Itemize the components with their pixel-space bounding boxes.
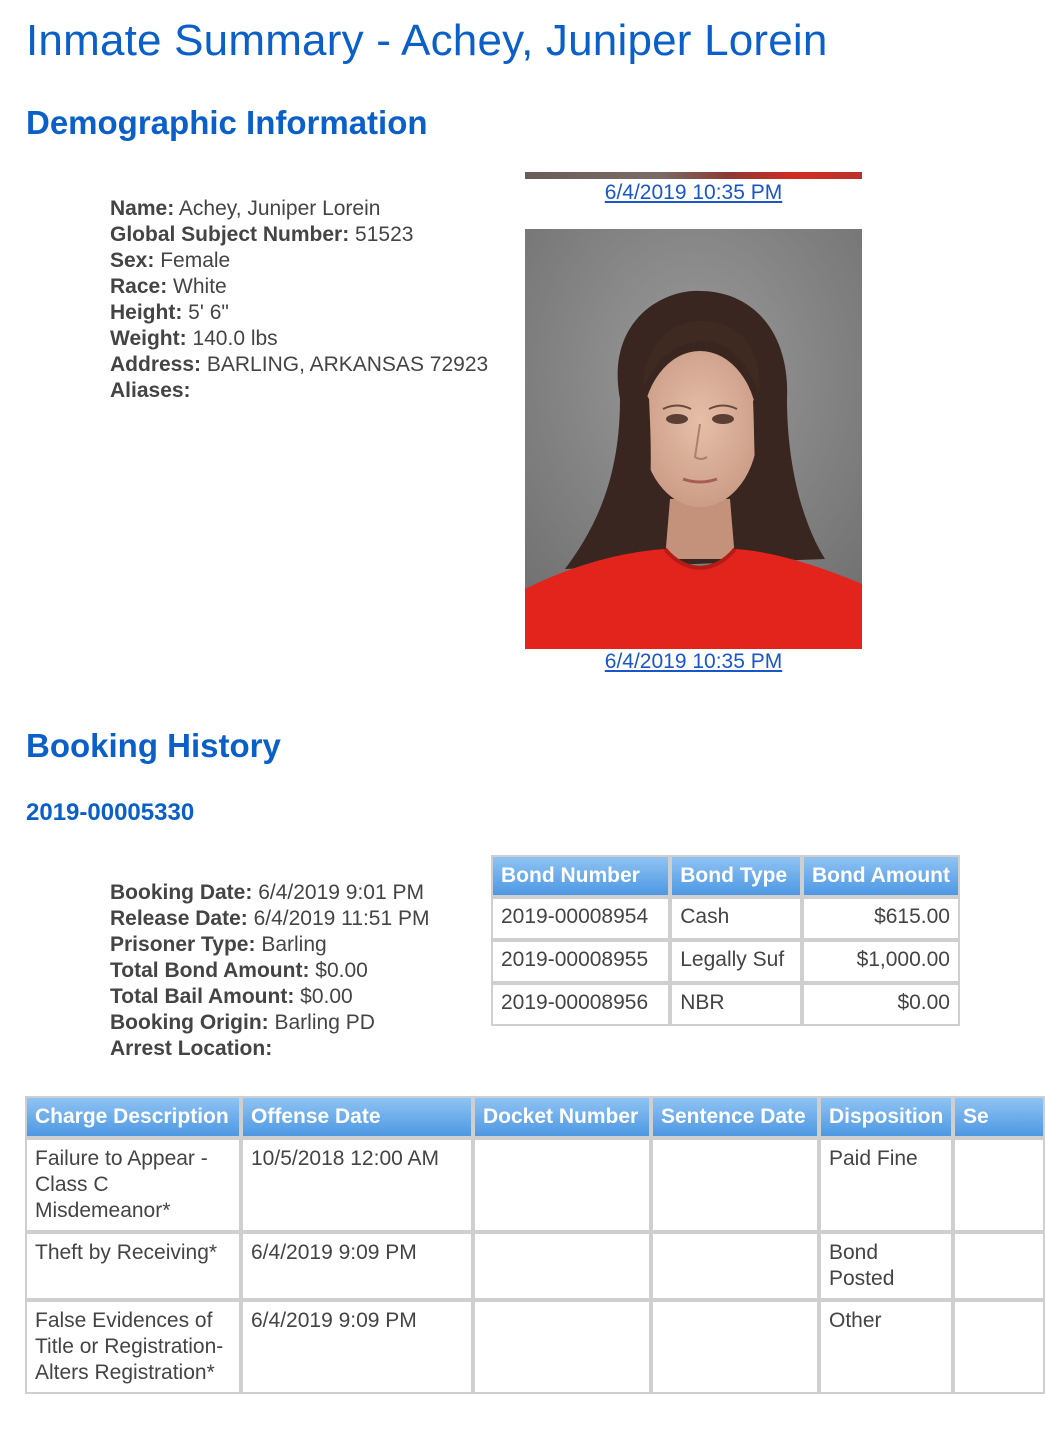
- docket-number-cell: [473, 1300, 651, 1394]
- bond-type-cell: NBR: [670, 983, 802, 1026]
- bond-amount-cell: $0.00: [802, 983, 960, 1026]
- bond-type-header[interactable]: Bond Type: [670, 855, 802, 897]
- charges-table-viewport: [0, 1096, 989, 1436]
- field-global-subject-number: Global Subject Number: 51523: [110, 223, 414, 246]
- docket-number-header[interactable]: Docket Number: [473, 1096, 651, 1138]
- offense-date-cell: 6/4/2019 9:09 PM: [241, 1300, 473, 1394]
- charge-description-cell: Theft by Receiving*: [25, 1232, 241, 1300]
- page-title: Inmate Summary - Achey, Juniper Lorein: [26, 16, 828, 65]
- demographic-fields: [110, 196, 488, 404]
- field-prisoner-type: Prisoner Type: Barling: [110, 933, 327, 956]
- bond-number-cell: 2019-00008955: [491, 940, 670, 983]
- previous-photo-thumbnail[interactable]: [525, 172, 862, 179]
- bond-row: [491, 897, 960, 940]
- field-total-bond-amount: Total Bond Amount: $0.00: [110, 959, 368, 982]
- bond-row: [491, 983, 960, 1026]
- field-weight: Weight: 140.0 lbs: [110, 327, 278, 350]
- docket-number-cell: [473, 1232, 651, 1300]
- field-release-date: Release Date: 6/4/2019 11:51 PM: [110, 907, 430, 930]
- charge-row: [25, 1300, 1045, 1394]
- charge-description-header[interactable]: Charge Description: [25, 1096, 241, 1138]
- field-race: Race: White: [110, 275, 227, 298]
- field-aliases: Aliases:: [110, 379, 191, 402]
- field-arrest-location: Arrest Location:: [110, 1037, 273, 1060]
- sentence-header-clipped[interactable]: Se: [953, 1096, 1045, 1138]
- booking-fields: [110, 880, 430, 1062]
- field-total-bail-amount: Total Bail Amount: $0.00: [110, 985, 353, 1008]
- field-sex: Sex: Female: [110, 249, 231, 272]
- field-address: Address: BARLING, ARKANSAS 72923: [110, 353, 489, 376]
- sentence-cell: [953, 1232, 1045, 1300]
- bond-table-header: [491, 855, 960, 897]
- offense-date-header[interactable]: Offense Date: [241, 1096, 473, 1138]
- bond-amount-header[interactable]: Bond Amount: [802, 855, 960, 897]
- field-name: Name: Achey, Juniper Lorein: [110, 197, 381, 220]
- charge-description-cell: False Evidences of Title or Registration-Alters Registration*: [25, 1300, 241, 1394]
- bond-row: [491, 940, 960, 983]
- sentence-cell: [953, 1300, 1045, 1394]
- charge-description-cell: Failure to Appear - Class C Misdemeanor*: [25, 1138, 241, 1232]
- bond-amount-cell: $615.00: [802, 897, 960, 940]
- disposition-cell: Other: [819, 1300, 953, 1394]
- sentence-date-cell: [651, 1232, 819, 1300]
- bond-number-cell: 2019-00008956: [491, 983, 670, 1026]
- sentence-cell: [953, 1138, 1045, 1232]
- charges-table-header: [25, 1096, 1045, 1138]
- photo-date-link-2[interactable]: 6/4/2019 10:35 PM: [604, 650, 783, 673]
- photo-date-link-1[interactable]: 6/4/2019 10:35 PM: [604, 181, 783, 204]
- sentence-date-header[interactable]: Sentence Date: [651, 1096, 819, 1138]
- mugshot-photo[interactable]: [525, 229, 862, 649]
- charge-row: [25, 1138, 1045, 1232]
- bond-type-cell: Cash: [670, 897, 802, 940]
- disposition-cell: Bond Posted: [819, 1232, 953, 1300]
- field-height: Height: 5' 6": [110, 301, 229, 324]
- disposition-cell: Paid Fine: [819, 1138, 953, 1232]
- offense-date-cell: 6/4/2019 9:09 PM: [241, 1232, 473, 1300]
- charges-table: [25, 1096, 1045, 1394]
- bond-amount-cell: $1,000.00: [802, 940, 960, 983]
- charge-row: [25, 1232, 1045, 1300]
- sentence-date-cell: [651, 1138, 819, 1232]
- field-booking-date: Booking Date: 6/4/2019 9:01 PM: [110, 881, 424, 904]
- sentence-date-cell: [651, 1300, 819, 1394]
- mugshot-image: [525, 229, 862, 649]
- bond-number-cell: 2019-00008954: [491, 897, 670, 940]
- bond-table: [491, 855, 960, 1026]
- docket-number-cell: [473, 1138, 651, 1232]
- offense-date-cell: 10/5/2018 12:00 AM: [241, 1138, 473, 1232]
- booking-number: 2019-00005330: [26, 799, 195, 826]
- bond-number-header[interactable]: Bond Number: [491, 855, 670, 897]
- demographic-heading: Demographic Information: [26, 104, 428, 141]
- bond-type-cell: Legally Suf: [670, 940, 802, 983]
- disposition-header[interactable]: Disposition: [819, 1096, 953, 1138]
- field-booking-origin: Booking Origin: Barling PD: [110, 1011, 375, 1034]
- booking-history-heading: Booking History: [26, 727, 281, 764]
